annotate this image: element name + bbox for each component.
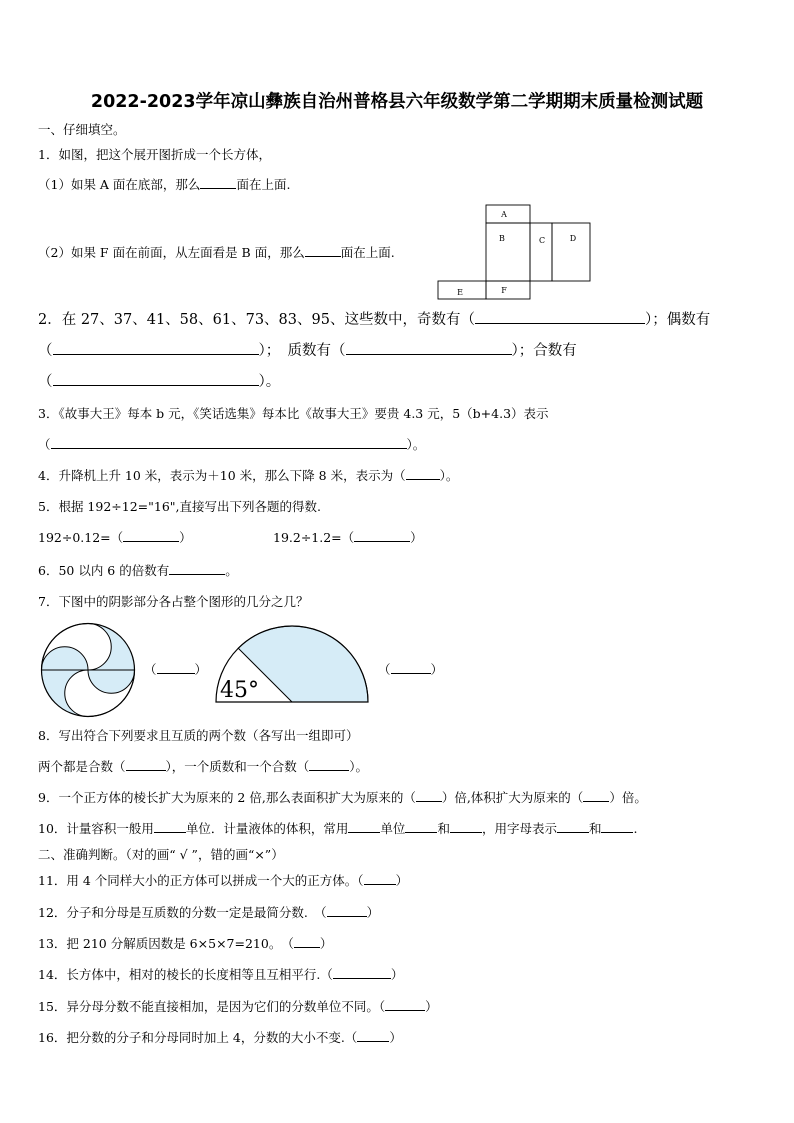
q7-ans1-close: ） bbox=[194, 662, 208, 677]
q14-text: 14．长方体中，相对的棱长的长度相等且互相平行.（ bbox=[38, 967, 333, 982]
q10-text-a: 10．计量容积一般用 bbox=[38, 821, 154, 836]
q1-part1-tail: 面在上面. bbox=[236, 177, 291, 192]
answer-blank[interactable] bbox=[333, 966, 391, 979]
angle-label: 45° bbox=[220, 678, 259, 703]
net-face-a bbox=[486, 205, 530, 223]
q9 bbox=[38, 789, 647, 807]
net-label-a: A bbox=[501, 210, 507, 219]
q10-text-c: 单位 bbox=[380, 821, 406, 836]
q16 bbox=[38, 1029, 402, 1047]
net-face-b bbox=[486, 223, 530, 281]
answer-blank[interactable] bbox=[126, 758, 166, 771]
q2-text-g: ）。 bbox=[258, 374, 281, 390]
page-title: 2022-2023学年凉山彝族自治州普格县六年级数学第二学期期末质量检测试题 bbox=[90, 92, 704, 112]
q6-text: 6．50 以内 6 的倍数有 bbox=[38, 563, 170, 578]
q10-text-d: 和 bbox=[437, 821, 450, 836]
answer-blank[interactable] bbox=[327, 904, 367, 917]
answer-blank-even[interactable] bbox=[53, 342, 259, 355]
q10-text-f: 和 bbox=[588, 821, 602, 836]
q13-text: 13．把 210 分解质因数是 6×5×7=210。 （ bbox=[38, 936, 294, 951]
answer-blank[interactable] bbox=[354, 529, 410, 542]
q5-stem: 5．根据 192÷12="16",直接写出下列各题的得数. bbox=[38, 499, 321, 514]
q5-expr-1-text: 192÷0.12=（ bbox=[38, 530, 124, 545]
answer-blank[interactable] bbox=[123, 529, 179, 542]
q8-stem: 8．写出符合下列要求且互质的两个数（各写出一组即可） bbox=[38, 728, 359, 743]
q2-line-1 bbox=[38, 311, 710, 329]
answer-blank[interactable] bbox=[51, 436, 407, 449]
q2-line-2 bbox=[38, 342, 577, 360]
answer-blank[interactable] bbox=[294, 935, 320, 948]
answer-blank[interactable] bbox=[154, 820, 186, 833]
answer-blank[interactable] bbox=[416, 789, 442, 802]
q2-text-b: ）；偶数有 bbox=[644, 312, 711, 328]
q5-expr-2 bbox=[273, 529, 423, 547]
answer-blank[interactable] bbox=[157, 661, 195, 674]
q8-text-c: ）。 bbox=[349, 759, 369, 774]
q9-text-b: ）倍,体积扩大为原来的（ bbox=[441, 790, 584, 805]
answer-blank[interactable] bbox=[583, 789, 609, 802]
q8-text-a: 两个都是合数（ bbox=[38, 759, 126, 774]
q1-part2-text: （2）如果 F 面在前面，从左面看是 B 面，那么 bbox=[38, 245, 305, 260]
q6-close: 。 bbox=[225, 563, 238, 578]
q8-text-b: ），一个质数和一个合数（ bbox=[165, 759, 310, 774]
q2-line-3 bbox=[38, 373, 280, 391]
net-label-b: B bbox=[499, 234, 505, 243]
answer-blank[interactable] bbox=[169, 562, 225, 575]
semicircle-figure bbox=[212, 624, 372, 706]
answer-blank[interactable] bbox=[406, 467, 440, 480]
q2-text-c: （ bbox=[38, 343, 53, 359]
q12-close: ） bbox=[366, 905, 380, 920]
q7-stem: 7．下图中的阴影部分各占整个图形的几分之几？ bbox=[38, 594, 309, 609]
q4-close: ）。 bbox=[439, 468, 459, 483]
q11-text: 11．用 4 个同样大小的正方体可以拼成一个大的正方体。（ bbox=[38, 873, 364, 888]
q7-answer-1 bbox=[144, 661, 207, 679]
net-face-f bbox=[486, 281, 530, 299]
q6 bbox=[38, 562, 238, 580]
net-label-c: C bbox=[538, 236, 546, 245]
q13-close: ） bbox=[319, 936, 333, 951]
q7-ans2-open: （ bbox=[378, 662, 391, 677]
answer-blank[interactable] bbox=[305, 244, 341, 257]
net-face-c bbox=[530, 223, 552, 281]
answer-blank-prime[interactable] bbox=[346, 342, 512, 355]
q7-ans2-close: ） bbox=[430, 662, 444, 677]
q5-expr-1-close: ） bbox=[179, 530, 192, 545]
q5-expr-2-close: ） bbox=[410, 530, 423, 545]
q10 bbox=[38, 820, 637, 838]
q4-text: 4．升降机上升 10 米，表示为＋10 米，那么下降 8 米，表示为（ bbox=[38, 468, 406, 483]
q3-open: （ bbox=[38, 437, 51, 452]
net-face-d bbox=[552, 223, 590, 281]
q15-close: ） bbox=[425, 999, 438, 1014]
q1-part2 bbox=[38, 244, 395, 262]
q1-part1 bbox=[38, 176, 290, 194]
q10-text-e: ，用字母表示 bbox=[481, 821, 557, 836]
q8-answer bbox=[38, 758, 368, 776]
net-label-e: E bbox=[457, 288, 463, 297]
net-label-f: F bbox=[501, 286, 507, 295]
answer-blank[interactable] bbox=[601, 820, 633, 833]
q4 bbox=[38, 467, 458, 485]
q1-stem: 1．如图，把这个展开图折成一个长方体， bbox=[38, 147, 271, 162]
q10-text-b: 单位．计量液体的体积，常用 bbox=[185, 821, 349, 836]
cuboid-net-figure bbox=[436, 203, 592, 301]
q15 bbox=[38, 998, 438, 1016]
answer-blank[interactable] bbox=[385, 998, 425, 1011]
answer-blank-odd[interactable] bbox=[475, 311, 645, 324]
net-label-d: D bbox=[569, 234, 577, 243]
q11 bbox=[38, 872, 408, 890]
answer-blank-composite[interactable] bbox=[53, 373, 259, 386]
answer-blank[interactable] bbox=[391, 661, 431, 674]
q2-text-f: （ bbox=[38, 374, 53, 390]
q11-close: ） bbox=[395, 873, 409, 888]
q16-text: 16．把分数的分子和分母同时加上 4，分数的大小不变.（ bbox=[38, 1030, 358, 1045]
pinwheel-circle-figure bbox=[38, 620, 138, 720]
answer-blank[interactable] bbox=[309, 758, 349, 771]
answer-blank[interactable] bbox=[450, 820, 482, 833]
q5-expr-2-text: 19.2÷1.2=（ bbox=[273, 530, 355, 545]
answer-blank[interactable] bbox=[357, 1029, 389, 1042]
q13 bbox=[38, 935, 332, 953]
q12 bbox=[38, 904, 379, 922]
q12-text: 12．分子和分母是互质数的分数一定是最简分数. （ bbox=[38, 905, 327, 920]
q14 bbox=[38, 966, 403, 984]
q1-part2-tail: 面在上面. bbox=[340, 245, 395, 260]
q10-text-g: . bbox=[633, 821, 638, 836]
q3-close: ）。 bbox=[406, 437, 426, 452]
q1-part1-text: （1）如果 A 面在底部，那么 bbox=[38, 177, 201, 192]
section-1-heading: 一、仔细填空。 bbox=[38, 122, 126, 137]
q7-ans1-open: （ bbox=[144, 662, 157, 677]
q9-text-c: ）倍。 bbox=[609, 790, 647, 805]
answer-blank[interactable] bbox=[364, 872, 396, 885]
answer-blank[interactable] bbox=[557, 820, 589, 833]
answer-blank[interactable] bbox=[200, 176, 236, 189]
q2-text-a: 2．在 27、37、41、58、61、73、83、95、这些数中，奇数有（ bbox=[38, 312, 475, 328]
q7-answer-2 bbox=[378, 661, 443, 679]
q9-text-a: 9．一个正方体的棱长扩大为原来的 2 倍,那么表面积扩大为原来的（ bbox=[38, 790, 416, 805]
q2-text-d: ）； 质数有（ bbox=[258, 343, 346, 359]
q5-expr-1 bbox=[38, 529, 192, 547]
q15-text: 15．异分母分数不能直接相加，是因为它们的分数单位不同。（ bbox=[38, 999, 386, 1014]
q14-close: ） bbox=[390, 967, 404, 982]
q2-text-e: ）；合数有 bbox=[511, 343, 577, 359]
section-2-heading: 二、准确判断。（对的画“ √ ”，错的画“×”） bbox=[38, 847, 284, 862]
q3-answer bbox=[38, 436, 425, 454]
answer-blank[interactable] bbox=[405, 820, 437, 833]
q16-close: ） bbox=[389, 1030, 402, 1045]
answer-blank[interactable] bbox=[348, 820, 380, 833]
q3-stem: 3．《故事大王》每本 b 元，《笑话选集》每本比《故事大王》要贵 4.3 元，5（b+4.3）表示 bbox=[38, 406, 549, 421]
